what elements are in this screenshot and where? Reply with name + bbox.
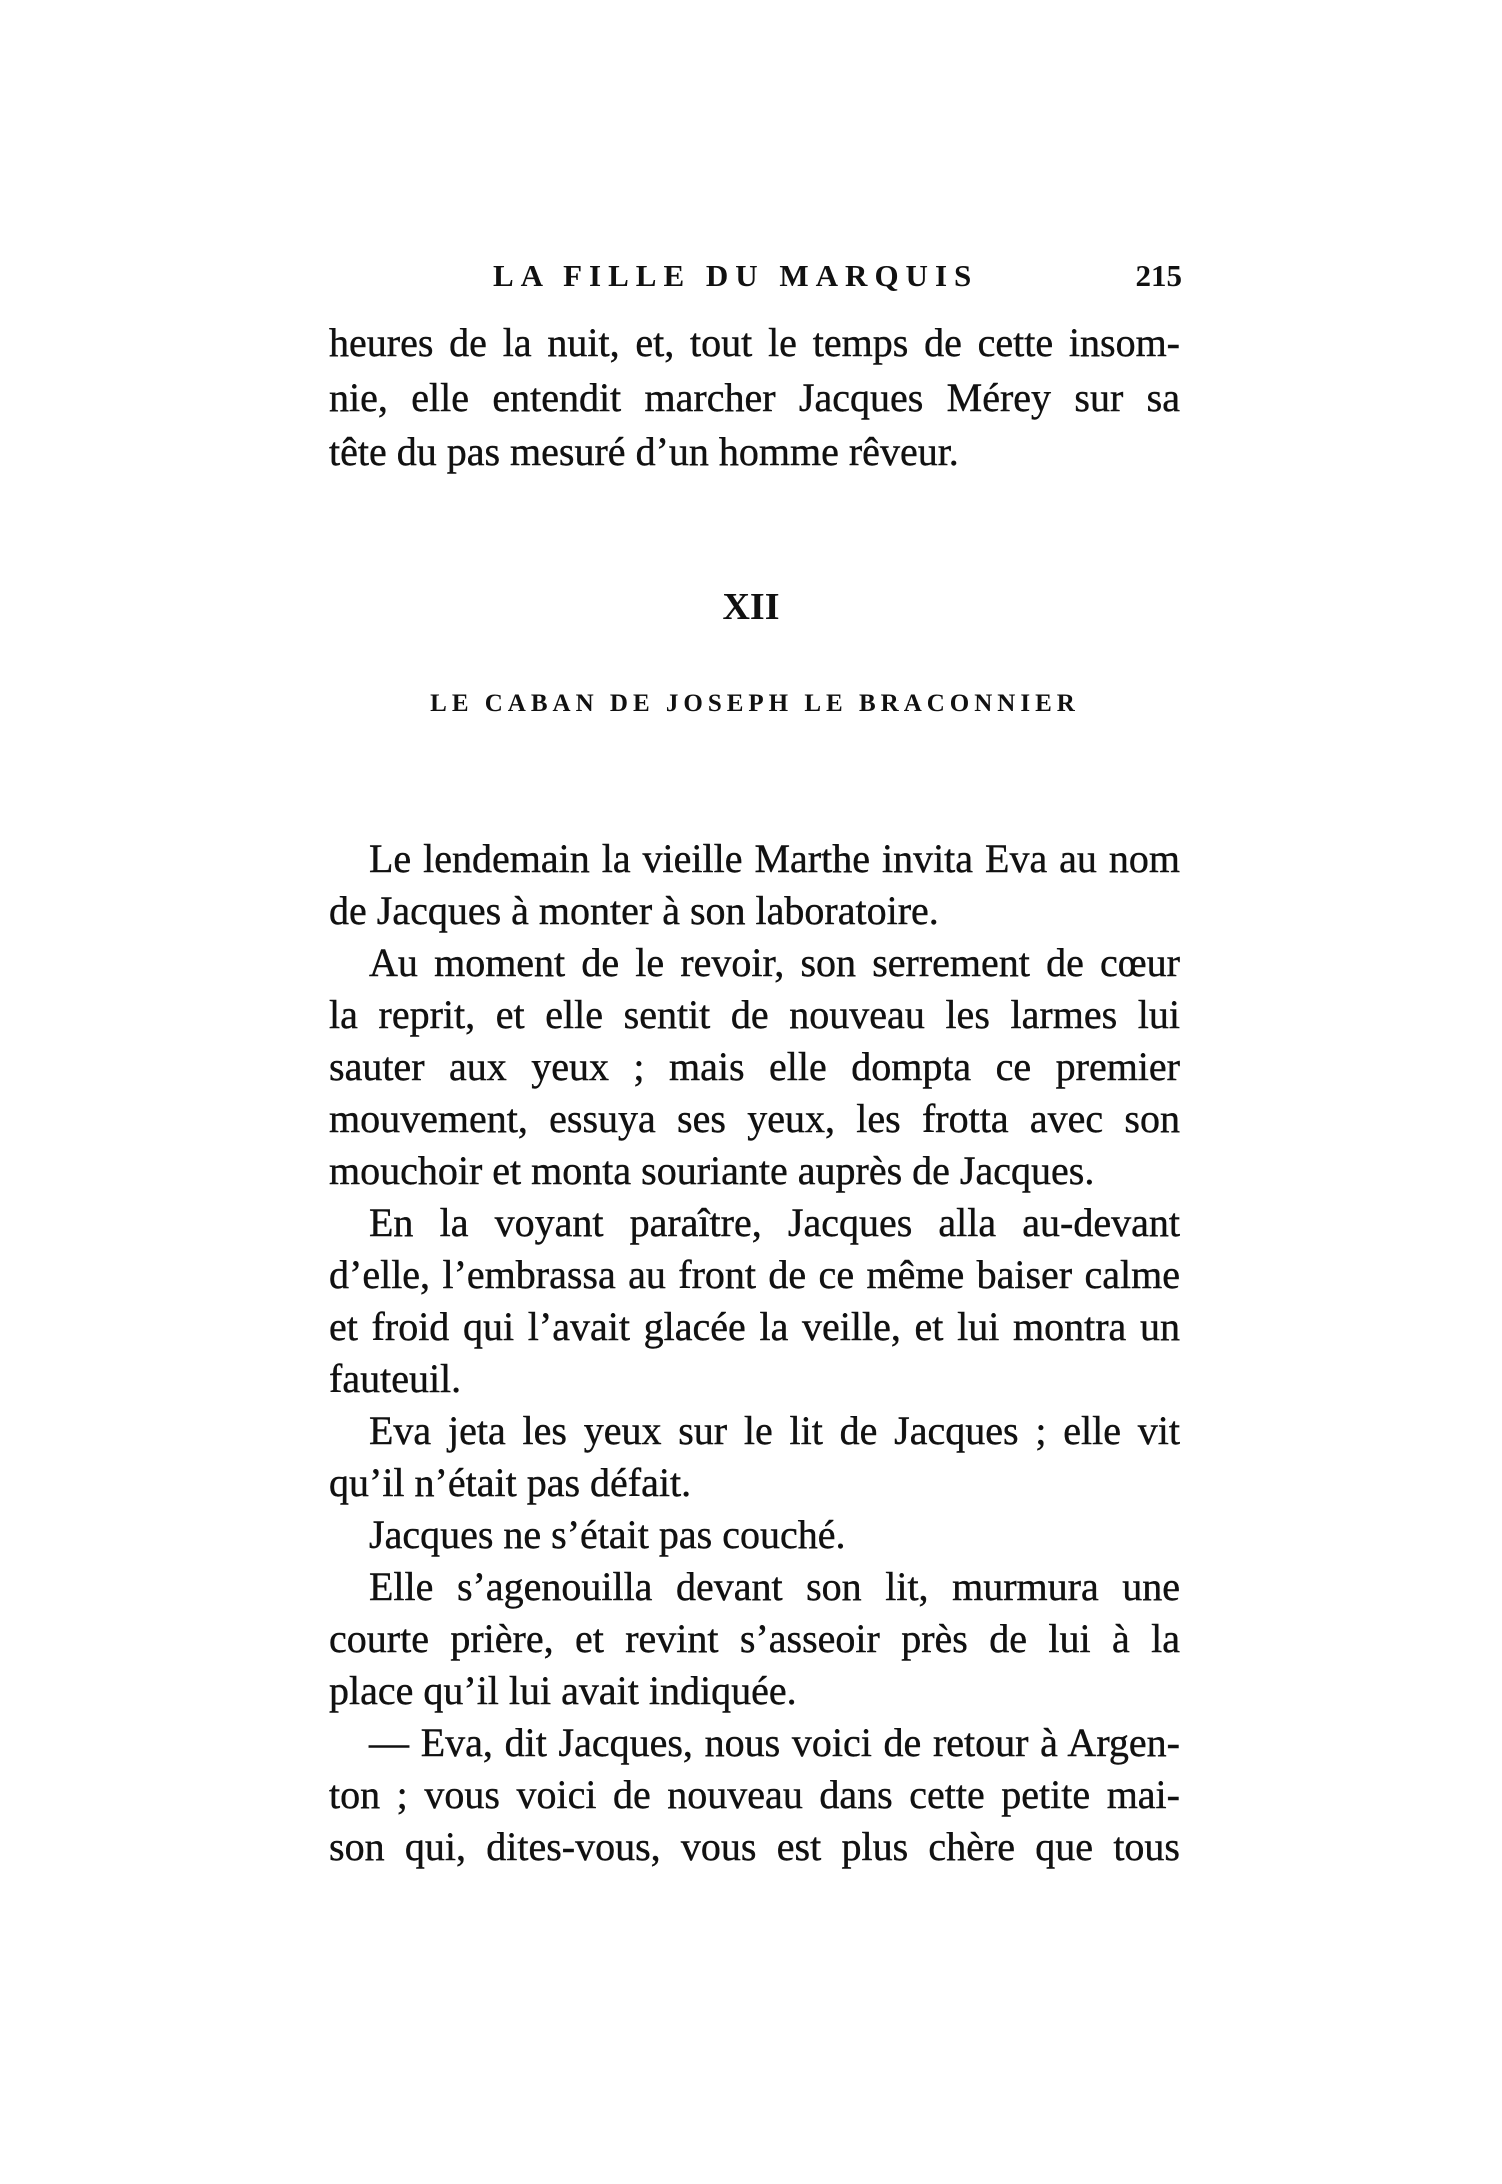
- text-line: fauteuil.: [329, 1356, 462, 1401]
- text-line: mouvement, essuya ses yeux, les frotta avec son: [329, 1096, 1180, 1141]
- text-line: d’elle, l’embrassa au front de ce même baiser calme: [329, 1252, 1180, 1297]
- text-line: tête du pas mesuré d’un homme rêveur.: [329, 429, 959, 474]
- text-line: Jacques ne s’était pas couché.: [369, 1512, 846, 1557]
- text-line: son qui, dites-vous, vous est plus chère que tous: [329, 1824, 1180, 1869]
- chapter-body: [329, 833, 1180, 1873]
- chapter-title: LE CABAN DE JOSEPH LE BRACONNIER: [430, 690, 1080, 717]
- text-line: — Eva, dit Jacques, nous voici de retour à Argen-: [369, 1720, 1180, 1765]
- text-line: Eva jeta les yeux sur le lit de Jacques ; elle vit: [369, 1408, 1180, 1453]
- text-line: ton ; vous voici de nouveau dans cette petite mai-: [329, 1772, 1180, 1817]
- text-line: nie, elle entendit marcher Jacques Mérey sur sa: [329, 374, 1180, 420]
- text-line: heures de la nuit, et, tout le temps de cette insom-: [329, 320, 1180, 365]
- text-line: Au moment de le revoir, son serrement de cœur: [369, 940, 1180, 985]
- text-line: Le lendemain la vieille Marthe invita Eva au nom: [369, 836, 1180, 881]
- text-line: Elle s’agenouilla devant son lit, murmura une: [369, 1564, 1180, 1609]
- continued-paragraph: [329, 316, 1180, 480]
- text-line: place qu’il lui avait indiquée.: [329, 1668, 797, 1713]
- page-number: 215: [1135, 258, 1182, 293]
- text-line: qu’il n’était pas défait.: [329, 1460, 692, 1505]
- text-line: courte prière, et revint s’asseoir près de lui à la: [329, 1616, 1180, 1661]
- running-head: LA FILLE DU MARQUIS: [493, 258, 979, 293]
- text-line: de Jacques à monter à son laboratoire.: [329, 888, 939, 933]
- text-line: mouchoir et monta souriante auprès de Jacques.: [329, 1148, 1095, 1193]
- chapter-number: XII: [722, 586, 780, 628]
- text-line: En la voyant paraître, Jacques alla au-devant: [369, 1200, 1180, 1245]
- text-line: et froid qui l’avait glacée la veille, et lui montra un: [329, 1304, 1180, 1349]
- text-line: la reprit, et elle sentit de nouveau les larmes lui: [329, 992, 1180, 1037]
- text-line: sauter aux yeux ; mais elle dompta ce premier: [329, 1044, 1180, 1089]
